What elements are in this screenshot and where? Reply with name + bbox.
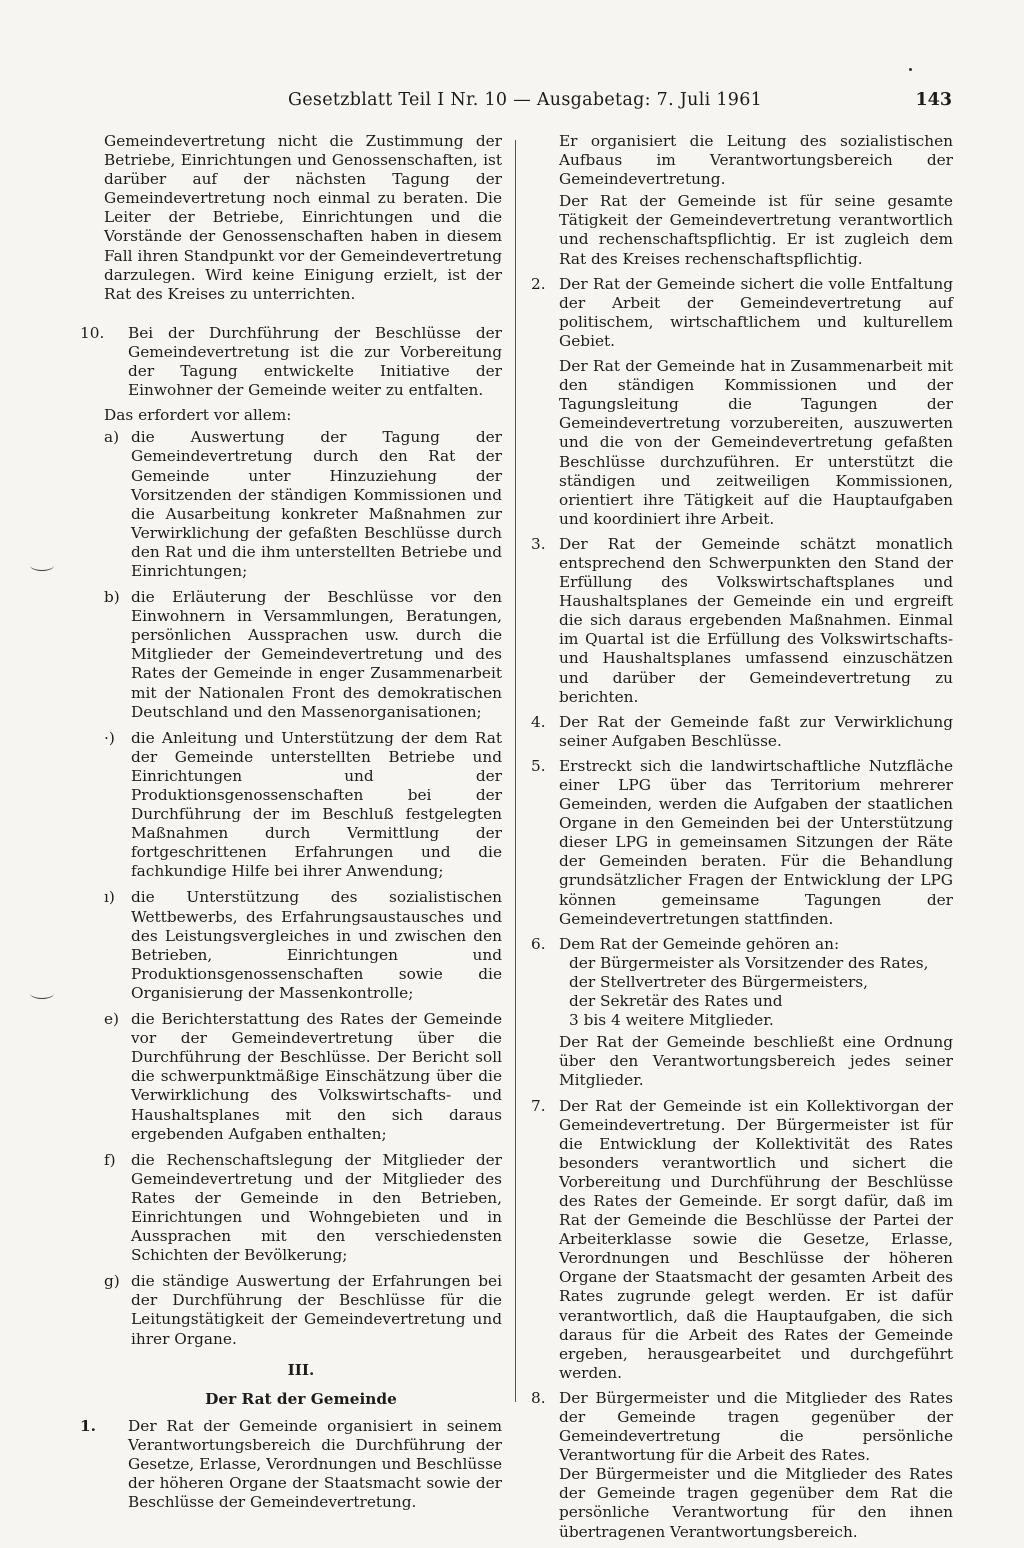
paragraph-4 xyxy=(531,713,953,751)
list-label: f) xyxy=(104,1150,116,1169)
list-text: die Berichterstattung des Rates der Gemeinde vor der Gemeindevertretung über die Durchführung der Beschlüsse. Der Bericht soll die schwerpunktmäßige Einschätzung über die Verwirklichung des Volkswirtschafts- und Haushaltsplanes mit den sich daraus ergebenden Aufgaben enthalten; xyxy=(131,1010,502,1143)
list-label: b) xyxy=(104,588,120,607)
paragraph-text: Dem Rat der Gemeinde gehören an: xyxy=(559,934,840,953)
paragraph-1-continued: Er organisiert die Leitung des sozialistischen Aufbaus im Verantwortungsbereich der Gemeindevertretung. xyxy=(559,132,953,189)
paragraph-number: 8. xyxy=(531,1388,546,1407)
list-item xyxy=(104,1010,502,1144)
member-list-item: 3 bis 4 weitere Mitglieder. xyxy=(569,1011,774,1030)
member-list-item: der Sekretär des Rates und xyxy=(569,992,783,1011)
paragraph-text: Der Rat der Gemeinde schätzt monatlich entsprechend den Schwerpunkten den Stand der Erfüllung des Volkswirtschaftsplanes und Haushaltsplanes der Gemeinde ein und ergreift die sich daraus ergebenden Maßnahmen. Einmal im Quartal ist die Erfüllung des Volkswirtschafts- und Haushaltsplanes umfassend einzuschätzen und darüber der Gemeindevertretung zu berichten. xyxy=(559,534,953,706)
member-list xyxy=(531,954,953,1030)
section-heading: Der Rat der Gemeinde xyxy=(205,1389,397,1408)
paragraph-6-continued: Der Rat der Gemeinde beschließt eine Ordnung über den Verantwortungsbereich jedes seiner Mitglieder. xyxy=(559,1033,953,1090)
paragraph-number: 3. xyxy=(531,534,546,553)
paragraph-text: Der Rat der Gemeinde ist ein Kollektivorgan der Gemeindevertretung. Der Bürgermeister ist für die Entwicklung der Kollektivität des Rates besonders verantwortlich und sichert die Vorbereitung und Durchführung der Beschlüsse des Rates der Gemeinde. Er sorgt dafür, daß im Rat der Gemeinde die Beschlüsse der Partei der Arbeiterklasse sowie die Gesetze, Erlasse, Verordnungen und Beschlüsse der höheren Organe der Staatsmacht der gesamten Arbeit des Rates zugrunde gelegt werden. Er ist dafür verantwortlich, daß die Hauptaufgaben, die sich daraus für die Arbeit des Rates der Gemeinde ergeben, herausgearbeitet und durchgeführt werden. xyxy=(559,1096,953,1382)
running-title: Gesetzblatt Teil I Nr. 10 — Ausgabetag: 7. Juli 1961 xyxy=(288,90,763,110)
paragraph-number: 1. xyxy=(80,1416,96,1435)
paragraph-number: 4. xyxy=(531,712,546,731)
page-number: 143 xyxy=(915,90,952,110)
column-divider xyxy=(515,140,516,1402)
list-label: a) xyxy=(104,428,120,447)
paragraph-number: 7. xyxy=(531,1096,546,1115)
paragraph-5 xyxy=(531,757,953,929)
list-label: e) xyxy=(104,1010,120,1029)
list-item xyxy=(104,1151,502,1266)
paragraph-text: Erstreckt sich die landwirtschaftliche Nutzfläche einer LPG über das Territorium mehrerer Gemeinden, werden die Aufgaben der staatlichen Organe in den Gemeinden bei der Unterstützung dieser LPG in gemeinsamen Sitzungen der Räte der Gemeinden beraten. Für die Behandlung grundsätzlicher Fragen der Entwicklung der LPG können gemeinsame Tagungen der Gemeindevertretungen stattfinden. xyxy=(559,756,953,928)
member-list-item: der Stellvertreter des Bürgermeisters, xyxy=(569,972,869,991)
list-text: die ständige Auswertung der Erfahrungen bei der Durchführung der Beschlüsse für die Leitungstätigkeit der Gemeindevertretung und ihrer Organe. xyxy=(131,1272,502,1348)
list-item xyxy=(104,428,502,581)
paragraph-text: Bei der Durchführung der Beschlüsse der Gemeindevertretung ist die zur Vorbereitung der Tagung entwickelte Initiative der Einwohner der Gemeinde weiter zu entfalten. xyxy=(128,323,502,400)
paragraph-text: Der Bürgermeister und die Mitglieder des Rates der Gemeinde tragen gegenüber der Gemeindevertretung die persönliche Verantwortung für die Arbeit des Rates. xyxy=(559,1388,953,1465)
paragraph-number: 6. xyxy=(531,934,546,953)
paragraph-number: 2. xyxy=(531,274,546,293)
continued-paragraph: Gemeindevertretung nicht die Zustimmung der Betriebe, Einrichtungen und Genossenschaften, ist darüber auf der nächsten Tagung der Gemeindevertretung noch einmal zu beraten. Die Leiter der Betriebe, Einrichtungen und die Vorstände der Genossenschaften haben in diesem Fall ihren Standpunkt vor der Gemeindevertretung darzulegen. Wird keine Einigung erzielt, ist der Rat des Kreises zu unterrichten. xyxy=(104,132,502,303)
list-item xyxy=(104,729,502,882)
paragraph-text: Der Rat der Gemeinde sichert die volle Entfaltung der Arbeit der Gemeindevertretung auf politischem, wirtschaftlichem und kulturellem Gebiet. xyxy=(559,274,953,350)
right-column xyxy=(531,132,953,1548)
list-label: ı) xyxy=(104,888,115,907)
page-header xyxy=(100,88,956,116)
list-item xyxy=(104,1272,502,1348)
list-text: die Erläuterung der Beschlüsse vor den Einwohnern in Versammlungen, Beratungen, persönlichen Aussprachen usw. durch die Mitglieder der Gemeindevertretung und des Rates der Gemeinde in enger Zusammenarbeit mit der Nationalen Front des demokratischen Deutschland und den Massenorganisationen; xyxy=(131,588,502,721)
paragraph-text: Der Rat der Gemeinde faßt zur Verwirklichung seiner Aufgaben Beschlüsse. xyxy=(559,712,953,750)
paragraph-8-continued: Der Bürgermeister und die Mitglieder des Rates der Gemeinde tragen gegenüber dem Rat die persönliche Verantwortung für den ihnen übertragenen Verantwortungsbereich. xyxy=(559,1465,953,1541)
list-text: die Anleitung und Unterstützung der dem Rat der Gemeinde unterstellten Betriebe und Einrichtungen und der Produktionsgenossenschaften bei der Durchführung der im Beschluß festgelegten Maßnahmen durch Vermittlung der fortgeschrittenen Erfahrungen und die fachkundige Hilfe bei ihrer Anwendung; xyxy=(131,728,502,881)
paragraph-6 xyxy=(531,935,953,954)
list-label: ·) xyxy=(104,728,115,747)
paragraph-2 xyxy=(531,275,953,351)
list-lead: Das erfordert vor allem: xyxy=(104,406,292,425)
paragraph-number: 5. xyxy=(531,756,546,775)
member-list-item: der Bürgermeister als Vorsitzender des Rates, xyxy=(569,953,929,972)
paragraph-2-continued: Der Rat der Gemeinde hat in Zusammenarbeit mit den ständigen Kommissionen und der Tagungsleitung die Tagungen der Gemeindevertretung vorzubereiten, auszuwerten und die von der Gemeindevertretung gefaßten Beschlüsse durchzuführen. Er unterstützt die ständigen und zeitweiligen Kommissionen, orientiert ihre Tätigkeit auf die Hauptaufgaben und koordiniert ihre Arbeit. xyxy=(559,357,953,528)
list-text: die Auswertung der Tagung der Gemeindevertretung durch den Rat der Gemeinde unter Hinzuziehung der Vorsitzenden der ständigen Kommissionen und die Ausarbeitung konkreter Maßnahmen zur Verwirklichung der gefaßten Beschlüsse durch den Rat und die ihm unterstellten Betriebe und Einrichtungen; xyxy=(131,428,502,580)
paragraph-7 xyxy=(531,1097,953,1383)
paragraph-10 xyxy=(80,323,502,400)
margin-mark xyxy=(30,988,54,999)
list-item xyxy=(104,888,502,1003)
paragraph-1 xyxy=(80,1416,502,1512)
paragraph-1-continued: Der Rat der Gemeinde ist für seine gesamte Tätigkeit der Gemeindevertretung verantwortlich und rechenschaftspflichtig. Er ist zugleich dem Rat des Kreises rechenschaftspflichtig. xyxy=(559,192,953,268)
paragraph-3 xyxy=(531,535,953,707)
paragraph-text: Der Rat der Gemeinde organisiert in seinem Verantwortungsbereich die Durchführung der Gesetze, Erlasse, Verordnungen und Beschlüsse der höheren Organe der Staatsmacht sowie der Beschlüsse der Gemeindevertretung. xyxy=(128,1416,502,1512)
paragraph-number: 10. xyxy=(80,323,105,342)
list-text: die Unterstützung des sozialistischen Wettbewerbs, des Erfahrungsaustausches und des Leistungsvergleiches in und zwischen den Betrieben, Einrichtungen und Produktionsgenossenschaften sowie die Organisierung der Massenkontrolle; xyxy=(131,888,502,1002)
print-speck xyxy=(909,68,912,71)
list-item xyxy=(104,588,502,722)
margin-mark xyxy=(30,560,54,571)
section-number: III. xyxy=(287,1360,315,1379)
left-column xyxy=(80,132,502,1518)
list-text: die Rechenschaftslegung der Mitglieder der Gemeindevertretung und der Mitglieder des Rates der Gemeinde in den Betrieben, Einrichtungen und Wohngebieten und in Aussprachen mit den verschiedensten Schichten der Bevölkerung; xyxy=(131,1150,502,1265)
list-label: g) xyxy=(104,1272,120,1291)
paragraph-8 xyxy=(531,1389,953,1465)
